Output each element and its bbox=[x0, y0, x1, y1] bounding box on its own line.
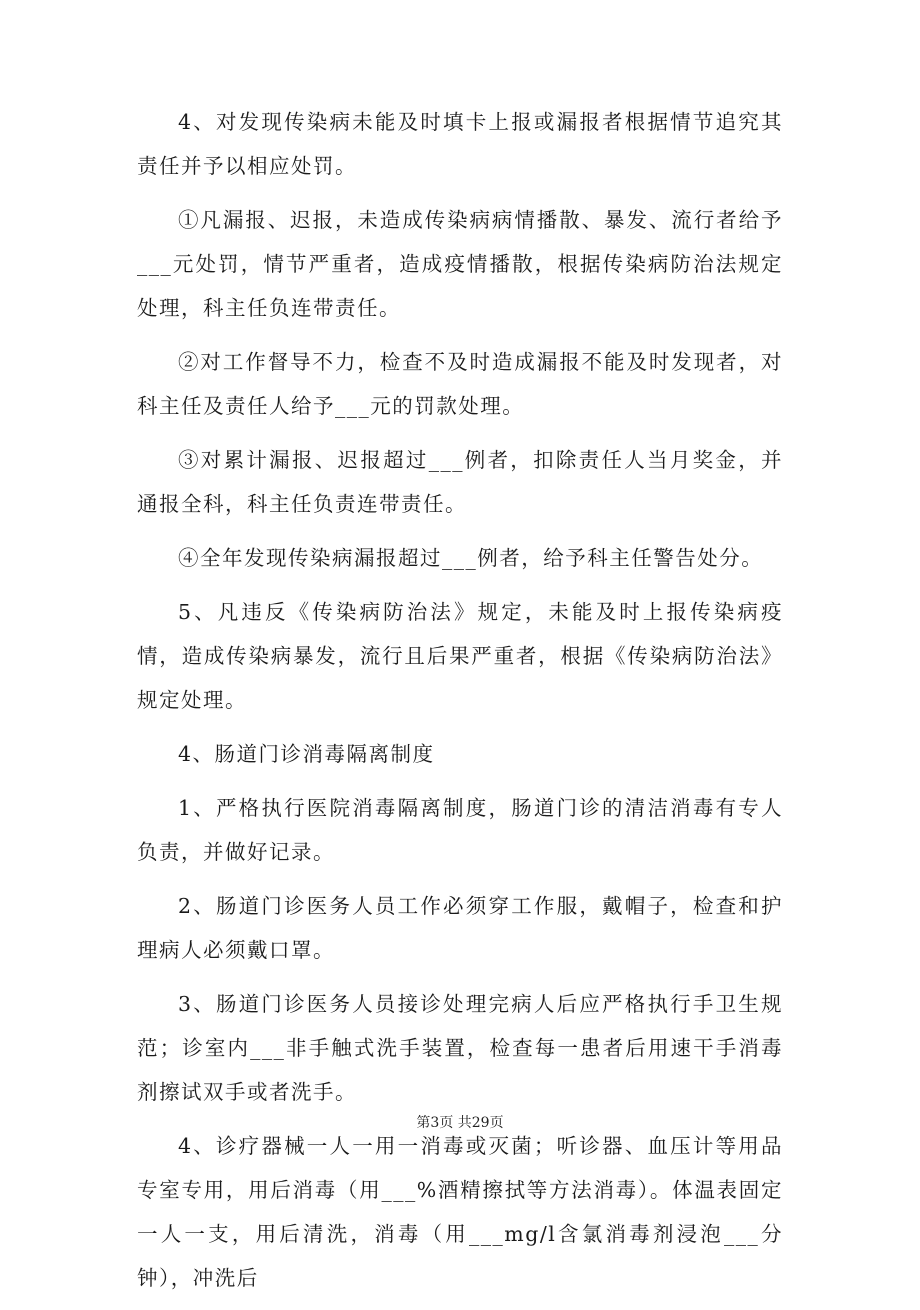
paragraph-10: 3、肠道门诊医务人员接诊处理完病人后应严格执行手卫生规范；诊室内___非手触式洗手装置，检查每一患者后用速干手消毒剂擦试双手或者洗手。 bbox=[137, 992, 783, 1104]
paragraph-9: 2、肠道门诊医务人员工作必须穿工作服，戴帽子，检查和护理病人必须戴口罩。 bbox=[137, 894, 783, 962]
page-number: 第3页 共29页 bbox=[416, 1115, 504, 1131]
paragraph-6: 5、凡违反《传染病防治法》规定，未能及时上报传染病疫情，造成传染病暴发，流行且后果严重者，根据《传染病防治法》规定处理。 bbox=[137, 600, 783, 712]
paragraph-3: ②对工作督导不力，检查不及时造成漏报不能及时发现者，对科主任及责任人给予___元的罚款处理。 bbox=[137, 350, 783, 418]
paragraph-4: ③对累计漏报、迟报超过___例者，扣除责任人当月奖金，并通报全科，科主任负责连带责任。 bbox=[137, 448, 783, 516]
section-heading: 4、肠道门诊消毒隔离制度 bbox=[178, 742, 435, 766]
paragraph-2: ①凡漏报、迟报，未造成传染病病情播散、暴发、流行者给予___元处罚，情节严重者，造成疫情播散，根据传染病防治法规定处理，科主任负连带责任。 bbox=[137, 208, 783, 320]
paragraph-5: ④全年发现传染病漏报超过___例者，给予科主任警告处分。 bbox=[178, 546, 764, 570]
paragraph-8: 1、严格执行医院消毒隔离制度，肠道门诊的清洁消毒有专人负责，并做好记录。 bbox=[137, 796, 783, 864]
paragraph-11: 4、诊疗器械一人一用一消毒或灭菌；听诊器、血压计等用品专室专用，用后消毒（用___%酒精擦拭等方法消毒）。体温表固定一人一支，用后清洗，消毒（用___mg/l含氯消毒剂浸泡___分钟），冲洗后 bbox=[137, 1134, 783, 1290]
paragraph-1: 4、对发现传染病未能及时填卡上报或漏报者根据情节追究其责任并予以相应处罚。 bbox=[137, 110, 783, 178]
